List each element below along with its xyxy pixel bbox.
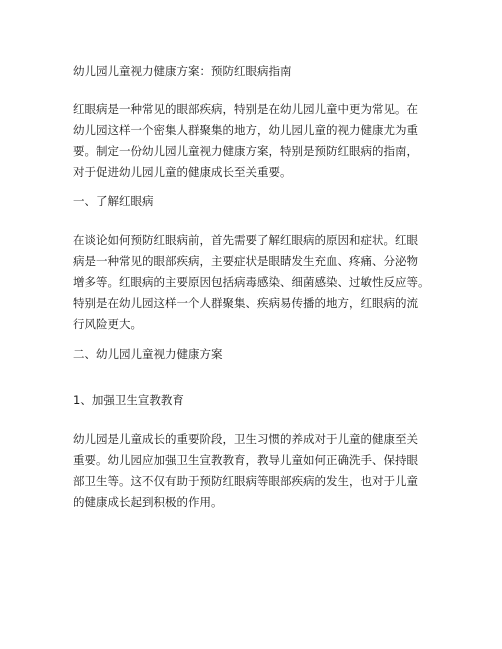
intro-paragraph [73, 99, 473, 183]
section1-paragraph [73, 230, 473, 335]
paragraph-line: 对于促进幼儿园儿童的健康成长至关重要。 [73, 165, 292, 179]
paragraph-line: 在谈论如何预防红眼病前，首先需要了解红眼病的原因和症状。红眼 [73, 233, 418, 247]
paragraph-line: 行风险更大。 [73, 317, 142, 331]
document-title: 幼儿园儿童视力健康方案：预防红眼病指南 [73, 64, 292, 78]
subsection1-paragraph [73, 429, 473, 513]
paragraph-line: 幼儿园是儿童成长的重要阶段，卫生习惯的养成对于儿童的健康至关 [73, 432, 418, 446]
paragraph-line: 要。制定一份幼儿园儿童视力健康方案，特别是预防红眼病的指南， [73, 144, 418, 158]
paragraph-line: 红眼病是一种常见的眼部疾病，特别是在幼儿园儿童中更为常见。在 [73, 102, 418, 116]
paragraph-line: 的健康成长起到积极的作用。 [73, 495, 223, 509]
paragraph-line: 幼儿园这样一个密集人群聚集的地方，幼儿园儿童的视力健康尤为重 [73, 123, 418, 137]
paragraph-line: 病是一种常见的眼部疾病，主要症状是眼睛发生充血、疼痛、分泌物 [73, 254, 418, 268]
paragraph-line: 重要。幼儿园应加强卫生宣教教育，教导儿童如何正确洗手、保持眼 [73, 453, 418, 467]
paragraph-line: 增多等。红眼病的主要原因包括病毒感染、细菌感染、过敏性反应等。 [73, 275, 430, 289]
paragraph-line: 部卫生等。这不仅有助于预防红眼病等眼部疾病的发生，也对于儿童 [73, 474, 418, 488]
section-heading-understand-pinkeye: 一、了解红眼病 [73, 194, 154, 208]
paragraph-line: 特别是在幼儿园这样一个人群聚集、疾病易传播的地方，红眼病的流 [73, 296, 418, 310]
subsection-heading-hygiene-education: 1、加强卫生宣教教育 [73, 393, 184, 407]
section-heading-vision-plan: 二、幼儿园儿童视力健康方案 [73, 347, 223, 361]
